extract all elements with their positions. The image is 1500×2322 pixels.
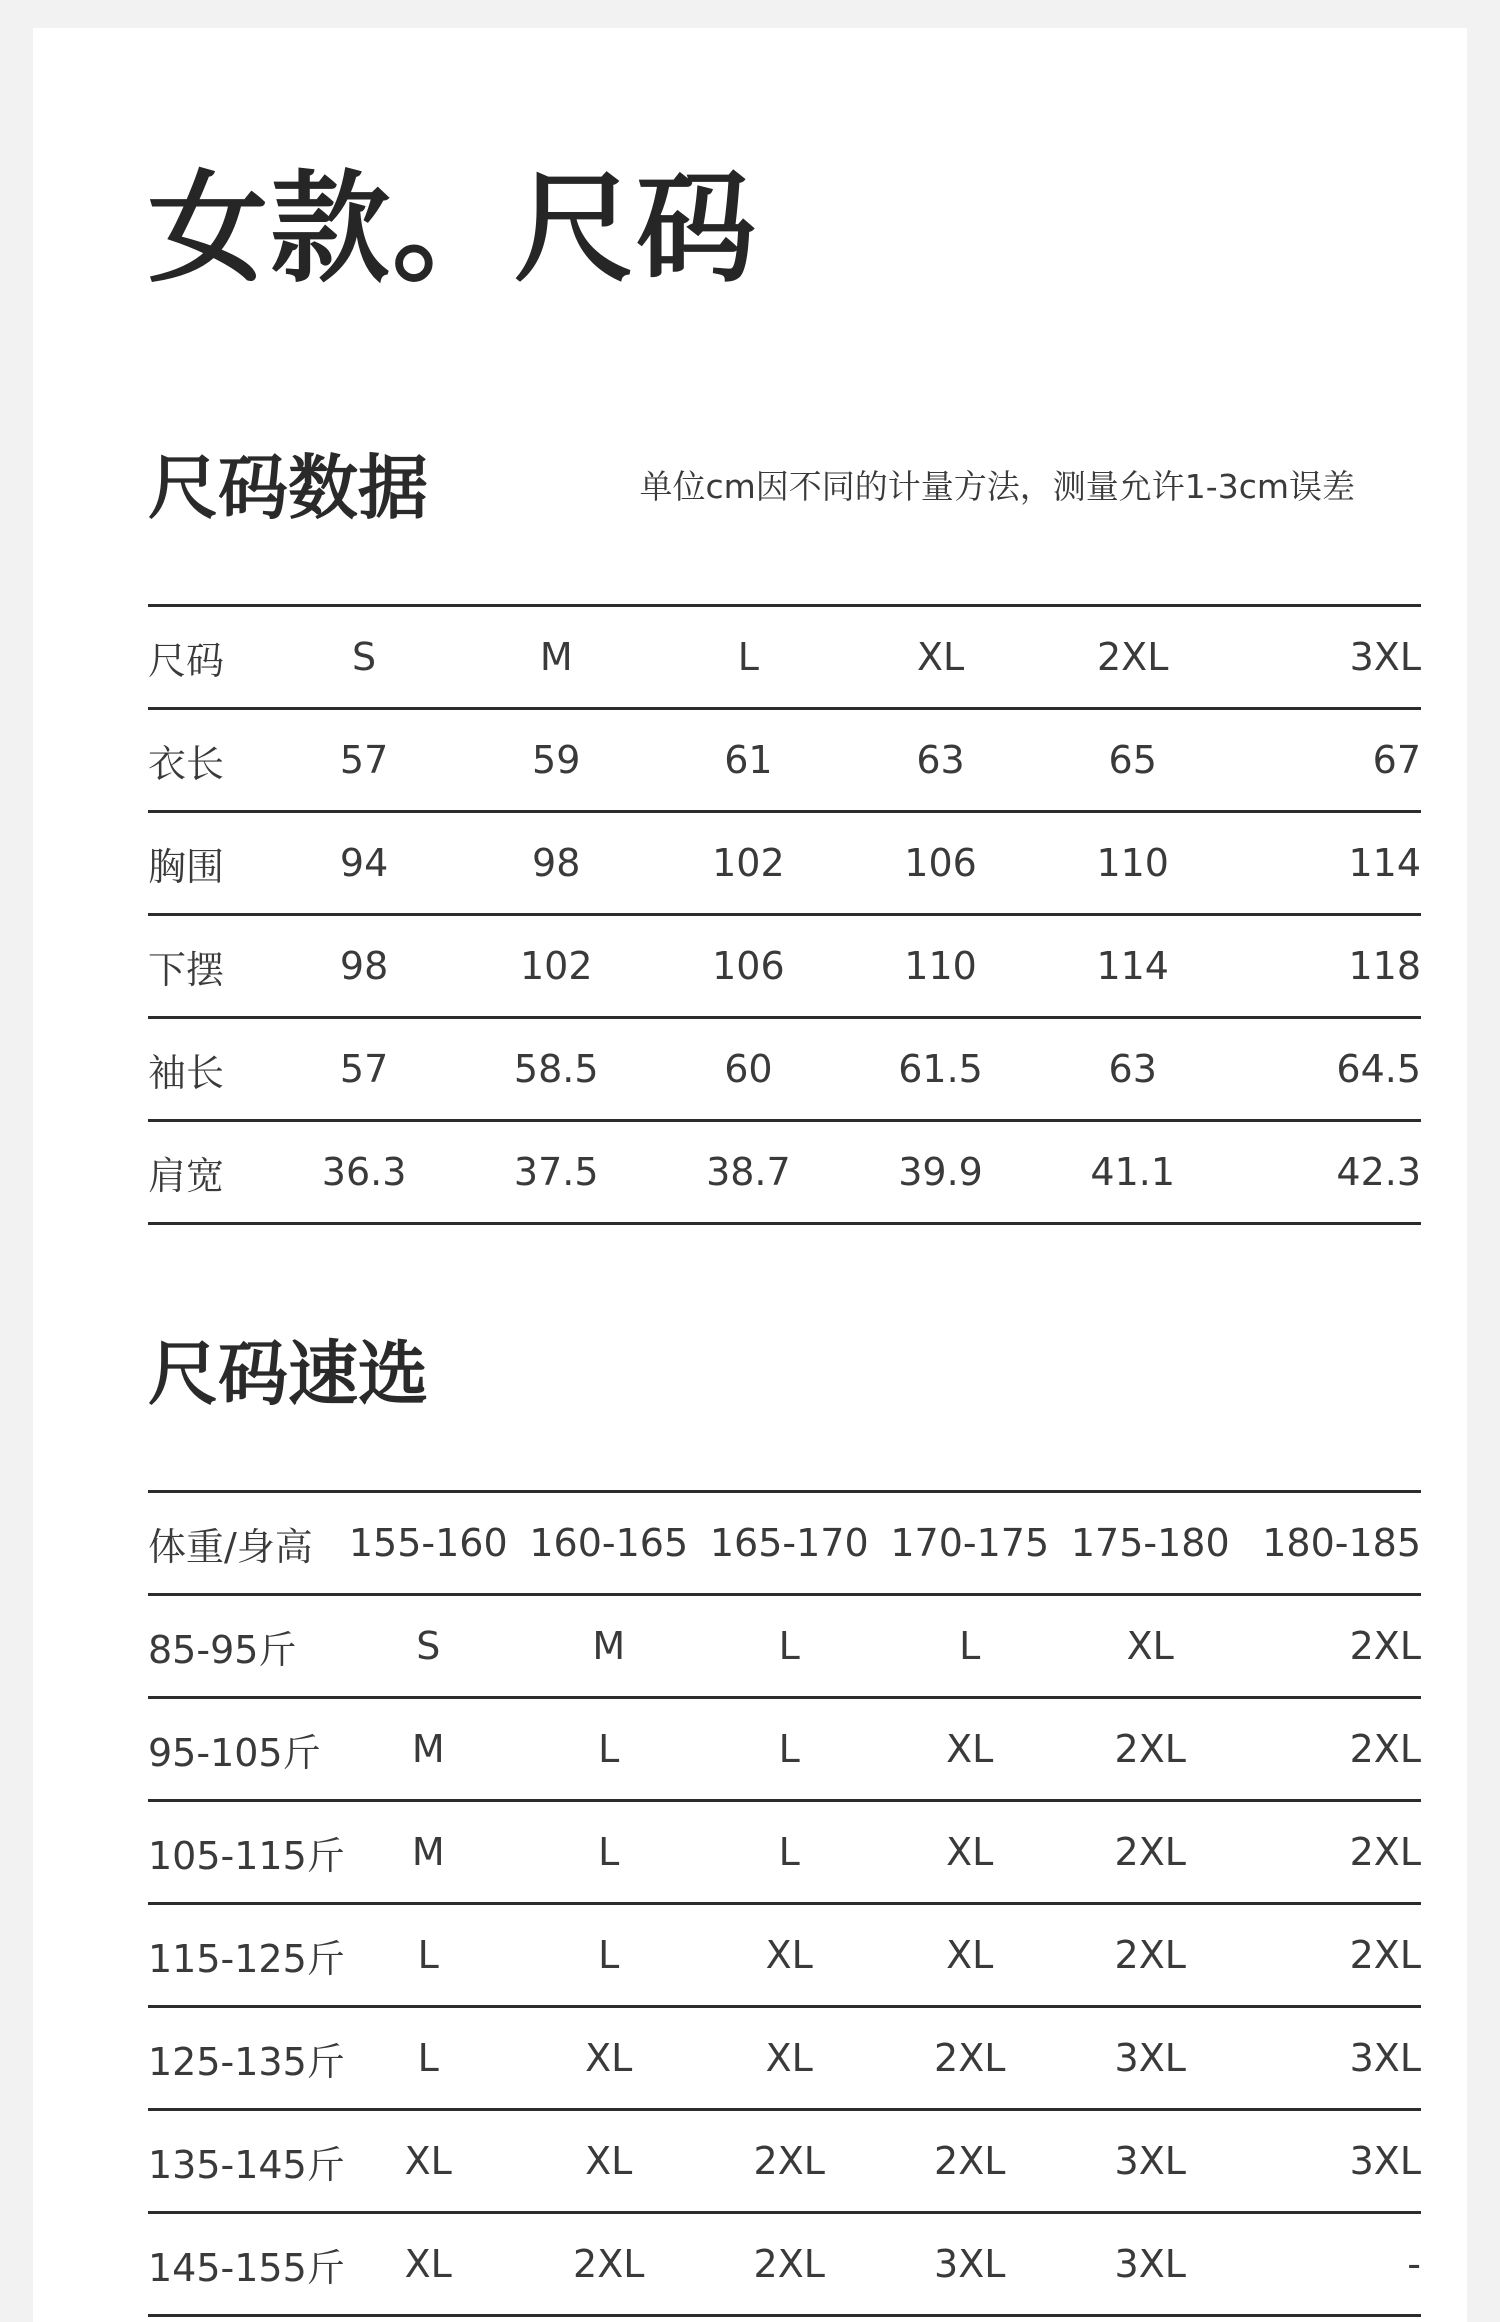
table-cell: XL <box>946 1933 994 1977</box>
table-cell: 2XL <box>1349 1933 1421 1977</box>
table-cell: 37.5 <box>513 1150 599 1194</box>
table-row <box>148 812 1421 915</box>
table-cell: 39.9 <box>898 1150 983 1194</box>
table-row <box>148 1904 1421 2007</box>
table-cell: 106 <box>712 944 785 988</box>
table-header-cell: 165-170 <box>709 1521 869 1565</box>
table-row <box>148 2213 1421 2316</box>
table-cell: L <box>959 1624 981 1668</box>
table-header-cell: 180-185 <box>1262 1521 1421 1565</box>
table-header-row <box>148 1492 1421 1595</box>
table-row <box>148 915 1421 1018</box>
table-cell: M <box>592 1624 626 1668</box>
table-row <box>148 1018 1421 1121</box>
table-cell: XL <box>585 2036 633 2080</box>
table-cell: 2XL <box>753 2242 825 2286</box>
table-cell: 2XL <box>934 2139 1006 2183</box>
table-header-cell: 3XL <box>1349 635 1421 679</box>
page-title: 女款。尺码 <box>148 160 758 299</box>
row-label-cell: 135-145斤 <box>148 2142 345 2187</box>
table-cell: XL <box>404 2242 452 2286</box>
row-label-cell: 袖长 <box>148 1050 225 1095</box>
table-cell: 67 <box>1372 738 1421 782</box>
table-cell: 61.5 <box>898 1047 983 1091</box>
table-cell: L <box>598 1727 620 1771</box>
table-cell: 63 <box>916 738 965 782</box>
table-cell: M <box>411 1830 445 1874</box>
table-cell: 38.7 <box>706 1150 791 1194</box>
measurement-note: 单位cm因不同的计量方法，测量允许1-3cm误差 <box>639 467 1355 506</box>
table-header-cell: 尺码 <box>148 638 225 683</box>
table-cell: 102 <box>712 841 785 885</box>
table-cell: XL <box>765 2036 813 2080</box>
table-cell: XL <box>946 1830 994 1874</box>
table-cell: XL <box>404 2139 452 2183</box>
table-cell: 2XL <box>1349 1624 1421 1668</box>
table-cell: 110 <box>1096 841 1169 885</box>
table-header-cell: XL <box>916 635 965 679</box>
table-header-cell: 160-165 <box>529 1521 689 1565</box>
table-cell: L <box>417 1933 439 1977</box>
table-row <box>148 709 1421 812</box>
size-data-table <box>148 604 1421 1225</box>
table-cell: XL <box>765 1933 813 1977</box>
table-cell: 94 <box>339 841 389 885</box>
table-cell: 64.5 <box>1336 1047 1421 1091</box>
table-cell: 41.1 <box>1090 1150 1175 1194</box>
table-cell: 114 <box>1096 944 1169 988</box>
table-cell: 63 <box>1108 1047 1157 1091</box>
table-cell: 58.5 <box>513 1047 599 1091</box>
table-cell: 59 <box>532 738 581 782</box>
table-cell: XL <box>585 2139 633 2183</box>
table-cell: L <box>598 1933 620 1977</box>
table-cell: XL <box>946 1727 994 1771</box>
table-cell: 2XL <box>934 2036 1006 2080</box>
row-label-cell: 105-115斤 <box>148 1833 345 1878</box>
table-cell: 2XL <box>1114 1830 1186 1874</box>
table-header-cell: 2XL <box>1097 635 1169 679</box>
table-cell: 98 <box>339 944 389 988</box>
row-label-cell: 85-95斤 <box>148 1627 297 1672</box>
content-card <box>33 28 1467 2322</box>
table-row <box>148 2110 1421 2213</box>
row-label-cell: 胸围 <box>148 844 225 889</box>
table-cell: 3XL <box>934 2242 1006 2286</box>
table-cell: - <box>1407 2242 1421 2286</box>
table-header-cell: M <box>539 635 573 679</box>
table-cell: 2XL <box>753 2139 825 2183</box>
table-cell: 36.3 <box>321 1150 407 1194</box>
row-label-cell: 125-135斤 <box>148 2039 345 2084</box>
table-cell: 98 <box>532 841 581 885</box>
table-cell: 3XL <box>1349 2139 1421 2183</box>
table-row <box>148 2007 1421 2110</box>
table-cell: 65 <box>1108 738 1157 782</box>
table-cell: L <box>778 1727 800 1771</box>
table-cell: 2XL <box>1349 1830 1421 1874</box>
table-header-cell: 175-180 <box>1070 1521 1230 1565</box>
row-label-cell: 肩宽 <box>148 1153 225 1198</box>
table-row <box>148 1121 1421 1224</box>
table-row <box>148 1698 1421 1801</box>
table-header-cell: L <box>737 635 759 679</box>
size-data-title: 尺码数据 <box>148 447 428 529</box>
table-cell: 2XL <box>1114 1727 1186 1771</box>
table-cell: 42.3 <box>1336 1150 1421 1194</box>
row-label-cell: 115-125斤 <box>148 1936 345 1981</box>
table-cell: S <box>416 1624 441 1668</box>
table-cell: 61 <box>724 738 773 782</box>
table-cell: 3XL <box>1114 2036 1186 2080</box>
table-cell: L <box>778 1624 800 1668</box>
table-cell: 118 <box>1348 944 1421 988</box>
table-cell: 3XL <box>1349 2036 1421 2080</box>
table-header-cell: S <box>352 635 377 679</box>
table-cell: 2XL <box>1114 1933 1186 1977</box>
table-cell: L <box>417 2036 439 2080</box>
table-header-cell: 155-160 <box>348 1521 508 1565</box>
table-cell: L <box>598 1830 620 1874</box>
table-cell: L <box>778 1830 800 1874</box>
table-cell: 106 <box>904 841 977 885</box>
row-label-cell: 下摆 <box>148 947 225 992</box>
table-cell: 2XL <box>573 2242 645 2286</box>
quick-select-table <box>148 1490 1421 2317</box>
table-cell: 114 <box>1348 841 1421 885</box>
table-cell: 60 <box>724 1047 773 1091</box>
row-label-cell: 95-105斤 <box>148 1730 321 1775</box>
quick-select-title: 尺码速选 <box>148 1333 428 1415</box>
table-cell: 102 <box>519 944 593 988</box>
table-cell: 2XL <box>1349 1727 1421 1771</box>
table-row <box>148 1801 1421 1904</box>
row-label-cell: 衣长 <box>148 741 225 786</box>
table-cell: 110 <box>904 944 977 988</box>
table-cell: XL <box>1126 1624 1174 1668</box>
table-cell: 57 <box>339 1047 389 1091</box>
table-header-cell: 体重/身高 <box>148 1524 313 1569</box>
table-cell: 3XL <box>1114 2242 1186 2286</box>
table-header-cell: 170-175 <box>890 1521 1050 1565</box>
table-cell: 3XL <box>1114 2139 1186 2183</box>
table-row <box>148 1595 1421 1698</box>
table-cell: M <box>411 1727 445 1771</box>
row-label-cell: 145-155斤 <box>148 2245 345 2290</box>
table-cell: 57 <box>339 738 389 782</box>
table-header-row <box>148 606 1421 709</box>
